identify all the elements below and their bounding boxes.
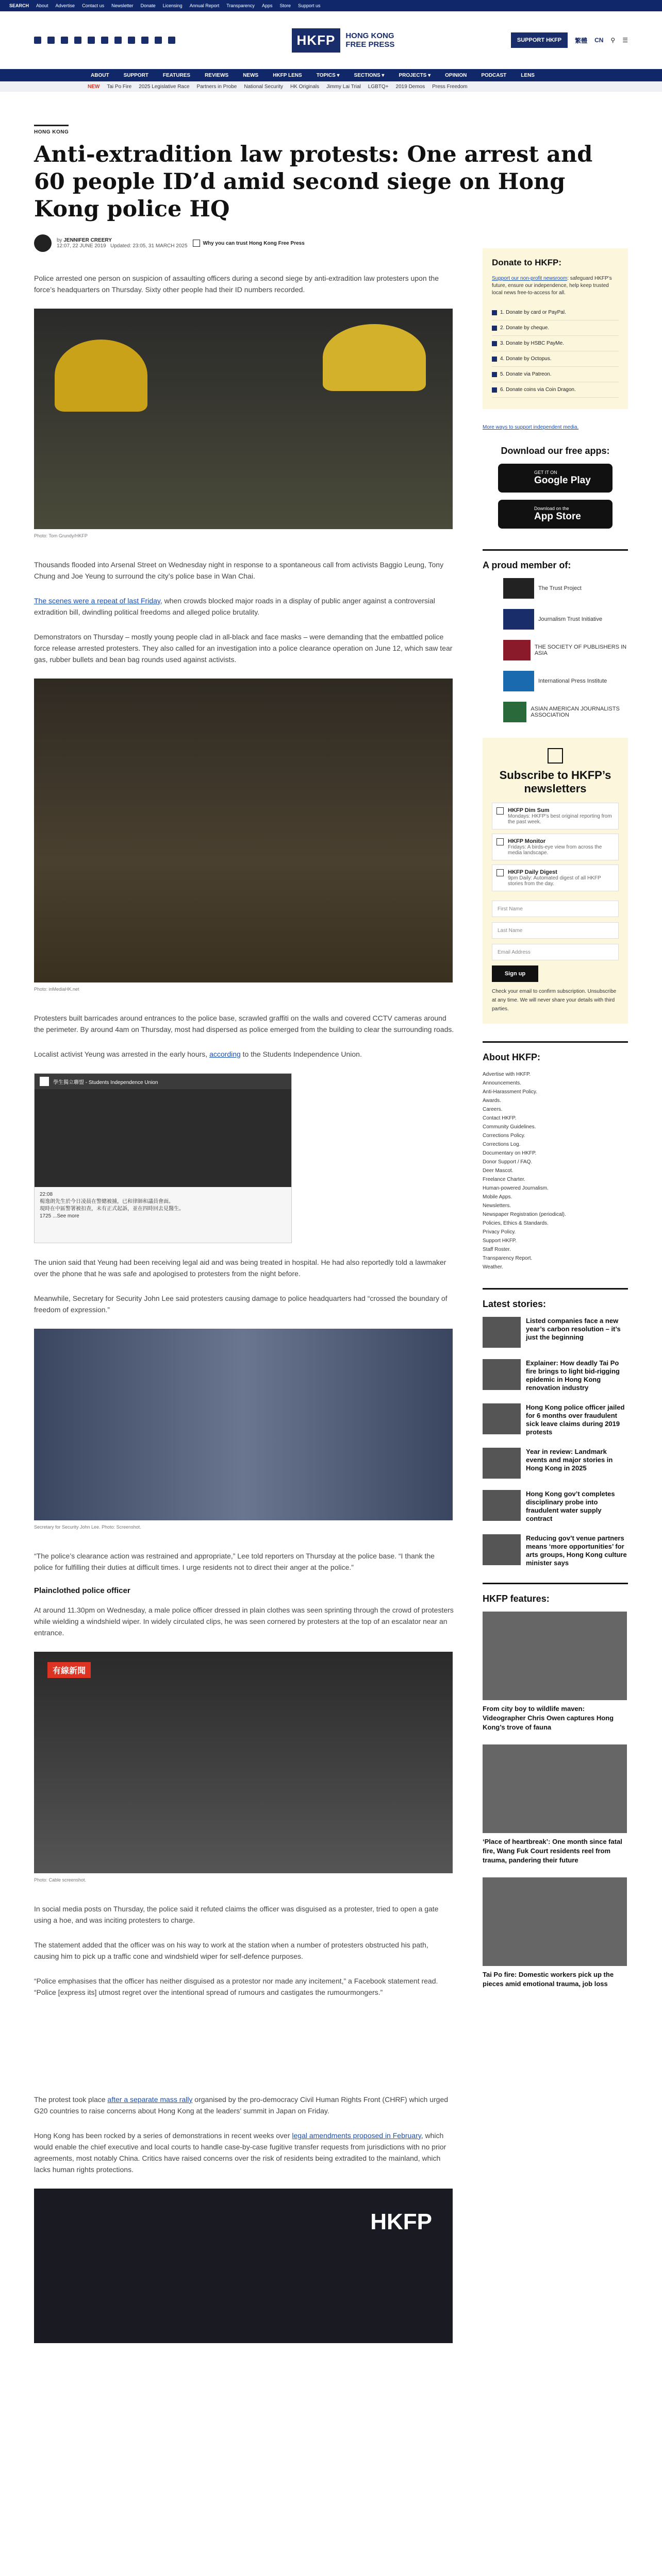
sidebar <box>483 125 628 2347</box>
utility-link[interactable]: Donate <box>140 3 156 8</box>
checkbox[interactable] <box>496 807 504 815</box>
article-title: Anti-extradition law protests: One arrest and 60 people ID’d amid second siege on Hong Kong police HQ <box>34 142 593 222</box>
utility-link[interactable]: Store <box>279 3 291 8</box>
arrow-icon <box>492 357 497 362</box>
promo-image: HKFP <box>34 2189 453 2343</box>
utility-link[interactable]: Annual Report <box>189 3 220 8</box>
nav-item[interactable]: LENS <box>521 72 535 78</box>
feature-story[interactable] <box>483 1744 628 1865</box>
about-link[interactable]: Careers. <box>483 1107 503 1112</box>
about-link[interactable]: Announcements. <box>483 1080 522 1086</box>
about-link[interactable]: Human-powered Journalism. <box>483 1185 549 1191</box>
latest-story[interactable] <box>483 1448 628 1479</box>
newsletter-desc: Fridays: A birds-eye view from across the media landscape. <box>508 844 602 856</box>
support-button[interactable]: SUPPORT HKFP <box>511 32 568 48</box>
feature-title: ‘Place of heartbreak’: One month since fatal fire, Wang Fuk Court residents reel from trauma, pandering their future <box>483 1838 622 1864</box>
story-title: Hong Kong gov’t completes disciplinary probe into fraudulent water supply contract <box>526 1490 615 1522</box>
trending-item[interactable]: HK Originals <box>290 83 320 90</box>
utility-link[interactable]: Newsletter <box>111 3 134 8</box>
signup-button[interactable]: Sign up <box>492 965 538 982</box>
email-input[interactable]: Email Address <box>492 944 619 960</box>
about-link[interactable]: Corrections Policy. <box>483 1133 525 1139</box>
paragraph: At around 11.30pm on Wednesday, a male police officer dressed in plain clothes was seen sprinting through the crowd of protesters while wielding a windshield wiper. In widely circulated clips, he was seen cornered by protesters at the top of an escalator near an entrance. <box>34 1606 454 1637</box>
telegram-icon[interactable] <box>128 37 135 44</box>
newsletter-name: HKFP Monitor <box>508 838 546 844</box>
newsletter-box <box>483 738 628 1024</box>
trending-item[interactable]: Tai Po Fire <box>107 83 132 90</box>
instagram-icon[interactable] <box>47 37 55 44</box>
member-logo-mark <box>503 640 531 660</box>
author-avatar <box>34 234 52 252</box>
story-thumbnail <box>483 1448 521 1479</box>
shield-icon <box>193 240 200 247</box>
about-link[interactable]: Freelance Charter. <box>483 1177 525 1182</box>
newsletter-option[interactable] <box>492 865 619 891</box>
donate-option[interactable] <box>492 320 619 336</box>
trending-item[interactable]: National Security <box>244 83 283 90</box>
about-link[interactable]: Community Guidelines. <box>483 1124 536 1130</box>
amendments-link[interactable]: legal amendments proposed in February <box>292 2131 421 2140</box>
nav-item[interactable]: HKFP LENS <box>273 72 302 78</box>
utility-link[interactable]: Licensing <box>162 3 183 8</box>
nav-item[interactable]: PODCAST <box>481 72 507 78</box>
about-link[interactable]: Advertise with HKFP. <box>483 1072 531 1077</box>
trending-nav <box>0 81 662 92</box>
member-logo[interactable] <box>483 578 628 599</box>
paragraph: The scenes were a repeat of last Friday, when crowds blocked major roads in a display of public anger against a controversial extradition bill, dwindling political freedoms and alleged police brutality. <box>34 597 435 616</box>
trending-item[interactable]: Jimmy Lai Trial <box>326 83 361 90</box>
lang-zh-link[interactable]: 繁體 <box>575 37 588 44</box>
nav-item[interactable]: PROJECTS ▾ <box>399 72 431 78</box>
story-title: Year in review: Landmark events and major stories in Hong Kong in 2025 <box>526 1448 613 1472</box>
latest-story[interactable] <box>483 1359 628 1392</box>
checkbox[interactable] <box>496 869 504 876</box>
about-link[interactable]: Corrections Log. <box>483 1142 521 1147</box>
checkbox[interactable] <box>496 838 504 845</box>
about-link[interactable]: Donor Support / FAQ. <box>483 1159 533 1165</box>
feature-image <box>483 1612 627 1700</box>
story-thumbnail <box>483 1490 521 1521</box>
section-label[interactable]: HONG KONG <box>34 125 69 135</box>
donate-link[interactable]: Support our non-profit newsroom <box>492 276 568 281</box>
photo-caption: Photo: inMediaHK.net <box>34 987 79 992</box>
new-badge: NEW <box>88 83 100 90</box>
about-link[interactable]: Weather. <box>483 1264 503 1270</box>
arrow-icon <box>492 310 497 315</box>
donate-box: Donate to HKFP: Support our non-profit newsroom: safeguard HKFP’s future, ensure our independence, help keep trusted local news free-to-access for all. 1. Donate by card or PayPal. 2. Donate by cheque. 3. Donate by HSBC PayMe. 4. Donate by Octopus. 5. Donate via Patreon. 6. Donate coins via Coin Dragon. <box>483 248 628 409</box>
member-logo[interactable] <box>483 640 628 660</box>
arrow-icon <box>492 372 497 377</box>
story-thumbnail <box>483 1317 521 1348</box>
newsletter-name: HKFP Dim Sum <box>508 807 550 814</box>
member-logo[interactable] <box>483 609 628 630</box>
about-link[interactable]: Mobile Apps. <box>483 1194 512 1200</box>
paragraph: The protest took place after a separate mass rally organised by the pro-democracy Civil Human Rights Front (CHRF) which urged G20 countries to raise concerns about Hong Kong at the leaders’ summit in Japan on Friday. <box>34 2095 449 2115</box>
utility-link[interactable]: Contact us <box>82 3 105 8</box>
donate-option[interactable] <box>492 382 619 398</box>
member-name: International Press Institute <box>538 678 607 684</box>
paragraph: Meanwhile, Secretary for Security John Lee said protesters causing damage to police headquarters had “crossed the boundary of freedom of expression.” <box>34 1294 448 1314</box>
about-link[interactable]: Policies, Ethics & Standards. <box>483 1221 549 1226</box>
paragraph: Protesters built barricades around entrances to the police base, scrawled graffiti on the walls and covered CCTV cameras around the perimeter. By around 4am on Thursday, most had dispersed as police emerged from the building to clear the surrounding roads. <box>34 1014 454 1033</box>
paragraph: Police arrested one person on suspicion of assaulting officers during a second siege by anti-extradition law protesters upon the force’s headquarters on Thursday. Sixty other people had their ID numbers recorded. <box>34 274 439 294</box>
donate-option-label: 2. Donate by cheque. <box>500 325 550 331</box>
member-logo[interactable] <box>483 671 628 691</box>
publish-date: 12:07, 22 JUNE 2019 <box>57 243 106 249</box>
donate-option[interactable] <box>492 305 619 320</box>
member-name: The Trust Project <box>538 585 582 591</box>
newsletter-name: HKFP Daily Digest <box>508 869 557 875</box>
linkedin-icon[interactable] <box>101 37 108 44</box>
latest-story[interactable] <box>483 1317 628 1348</box>
about-link[interactable]: Contact HKFP. <box>483 1115 517 1121</box>
story-title: Listed companies face a new year’s carbon resolution – it’s just the beginning <box>526 1317 621 1341</box>
feature-title: Tai Po fire: Domestic workers pick up the pieces amid emotional trauma, job loss <box>483 1971 614 1988</box>
more-ways-link[interactable]: More ways to support independent media. <box>483 425 579 430</box>
story-thumbnail <box>483 1359 521 1390</box>
nav-item[interactable]: ABOUT <box>91 72 109 78</box>
signup-note: Check your email to confirm subscription. Unsubscribe at any time. We will never share your details with third parties. <box>492 989 617 1012</box>
latest-story[interactable] <box>483 1490 628 1523</box>
paragraph: Thousands flooded into Arsenal Street on Wednesday night in response to a spontaneous call from activists Baggio Leung, Tony Chung and Joe Yeung to surround the city’s police base in Wan Chai. <box>34 561 444 580</box>
newsletter-option[interactable] <box>492 803 619 829</box>
embed-text: 22:08 楊逸朗先生於今日凌晨在警總被捕，已和律師和議員會面。 現時在中區警署被扣查，未有正式起訴，並在四時回去見醫生。 1725 ...See more <box>40 1192 184 1219</box>
donate-option-label: 5. Donate via Patreon. <box>500 371 552 377</box>
subheading: Plainclothed police officer <box>34 1586 130 1595</box>
email-icon[interactable] <box>168 37 175 44</box>
feature-story[interactable] <box>483 1877 628 1989</box>
member-name: Journalism Trust Initiative <box>538 616 603 622</box>
whatsapp-icon[interactable] <box>141 37 148 44</box>
youtube-icon[interactable] <box>88 37 95 44</box>
first-name-input[interactable]: First Name <box>492 901 619 917</box>
donate-title: Donate to HKFP: <box>492 258 562 267</box>
features-title: HKFP features: <box>483 1594 550 1604</box>
facebook-embed[interactable] <box>34 1073 292 1243</box>
trust-link[interactable]: Why you can trust Hong Kong Free Press <box>193 240 305 247</box>
embed-header: 學生獨立聯盟 - Students Independence Union <box>35 1074 291 1089</box>
utility-link[interactable]: Apps <box>261 3 273 8</box>
feature-image <box>483 1744 627 1833</box>
nav-item[interactable]: SECTIONS ▾ <box>354 72 385 78</box>
john-lee-photo <box>34 1329 453 1520</box>
nav-item[interactable]: SUPPORT <box>123 72 148 78</box>
trending-item[interactable]: 2019 Demos <box>395 83 425 90</box>
arrow-icon <box>492 326 497 331</box>
site-logo[interactable] <box>292 28 395 53</box>
app-store-button[interactable]: Download on the App Store <box>498 500 613 529</box>
trending-item[interactable]: 2025 Legislative Race <box>139 83 190 90</box>
logo-mark: HKFP <box>292 28 341 53</box>
latest-story[interactable] <box>483 1534 628 1567</box>
about-link[interactable]: Newspaper Registration (periodical). <box>483 1212 566 1217</box>
newsletter-desc: 9pm Daily: Automated digest of all HKFP stories from the day. <box>508 875 601 887</box>
member-logo-mark <box>503 578 534 599</box>
apps-title: Download our free apps: <box>501 446 610 456</box>
nav-item[interactable]: TOPICS ▾ <box>316 72 340 78</box>
trending-item[interactable]: LGBTQ+ <box>368 83 389 90</box>
cable-news-logo: 有線新聞 <box>47 1662 91 1678</box>
nav-item[interactable]: NEWS <box>243 72 259 78</box>
google-play-button[interactable]: GET IT ON Google Play <box>498 464 613 493</box>
member-logo-mark <box>503 702 526 722</box>
member-logo-mark <box>503 609 534 630</box>
story-thumbnail <box>483 1534 521 1565</box>
spotify-icon[interactable] <box>155 37 162 44</box>
donate-option-label: 3. Donate by HSBC PayMe. <box>500 341 564 346</box>
about-link[interactable]: Awards. <box>483 1098 501 1104</box>
nav-item[interactable]: REVIEWS <box>205 72 229 78</box>
arrow-icon <box>492 387 497 393</box>
page-avatar <box>40 1077 49 1086</box>
about-title: About HKFP: <box>483 1052 540 1062</box>
newsletter-desc: Mondays: HKFP’s best original reporting from the past week. <box>508 814 612 825</box>
site-header <box>0 11 662 69</box>
paragraph: Hong Kong has been rocked by a series of demonstrations in recent weeks over legal amendments proposed in February, which would enable the chief executive and local courts to handle case-by-case fugitive transfer requests from jurisdictions with no prior agreements, most notably China. Critics have raised concerns over the risk of residents being extradited to the mainland, which lacks human rights protections. <box>34 2131 446 2174</box>
donate-option[interactable] <box>492 367 619 382</box>
utility-link[interactable]: Transparency <box>226 3 255 8</box>
feature-image <box>483 1877 627 1966</box>
cable-screenshot-photo <box>34 1652 453 1873</box>
member-logo-mark <box>503 671 534 691</box>
about-link[interactable]: Documentary on HKFP. <box>483 1150 537 1156</box>
last-name-input[interactable]: Last Name <box>492 922 619 939</box>
about-link[interactable]: Deer Mascot. <box>483 1168 514 1174</box>
x-icon[interactable] <box>61 37 68 44</box>
utility-link[interactable]: Support us <box>297 3 321 8</box>
photo-caption: Secretary for Security John Lee. Photo: Screenshot. <box>34 1524 141 1530</box>
nav-item[interactable]: OPINION <box>445 72 467 78</box>
donate-option[interactable] <box>492 336 619 351</box>
latest-title: Latest stories: <box>483 1299 547 1309</box>
facebook-icon[interactable] <box>34 37 41 44</box>
trending-item[interactable]: Press Freedom <box>432 83 468 90</box>
story-title: Hong Kong police officer jailed for 6 months over fraudulent sick leave claims during 2019 protests <box>526 1403 625 1436</box>
paragraph: The statement added that the officer was on his way to work at the station when a number of protesters obstructed his path, causing him to pick up a traffic cone and windshield wiper for self-defence purposes. <box>34 1941 428 1960</box>
utility-links <box>36 3 320 8</box>
newsletter-option[interactable] <box>492 834 619 860</box>
logo-text: HONG KONG FREE PRESS <box>345 31 395 49</box>
donate-option-label: 6. Donate coins via Coin Dragon. <box>500 387 576 393</box>
paragraph: “The police’s clearance action was restrained and appropriate,” Lee told reporters on Thursday at the police base. “I thank the police for fulfilling their duties at difficult times. I urge residents not to direct their anger at the police.” <box>34 1552 435 1571</box>
protest-photo-umbrellas <box>34 309 453 529</box>
crowd-photo <box>34 679 453 982</box>
paragraph: The union said that Yeung had been receiving legal aid and was being treated in hospital. He had also reportedly told a lawmaker over the phone that he was safe and apologised to protesters from the night before. <box>34 1258 446 1278</box>
search-icon[interactable]: ⚲ <box>610 37 616 44</box>
rss-icon[interactable] <box>114 37 122 44</box>
according-link[interactable]: according <box>209 1050 241 1058</box>
story-title: Explainer: How deadly Tai Po fire brings to light bid-rigging epidemic in Hong Kong renovation industry <box>526 1359 620 1392</box>
author-name[interactable]: JENNIFER CREERY <box>63 238 112 243</box>
feature-title: From city boy to wildlife maven: Videographer Chris Owen captures Hong Kong’s trove of fauna <box>483 1705 614 1731</box>
utility-link[interactable]: Advertise <box>55 3 75 8</box>
embed-photo <box>35 1089 291 1187</box>
about-link[interactable]: Staff Roster. <box>483 1247 511 1252</box>
story-title: Reducing gov’t venue partners means ‘more opportunities’ for arts groups, Hong Kong culture minister says <box>526 1534 627 1567</box>
donate-option-label: 4. Donate by Octopus. <box>500 356 552 362</box>
latest-story[interactable] <box>483 1403 628 1436</box>
paragraph: “Police emphasises that the officer has neither disguised as a protestor nor made any incitement,” a Facebook statement read. “Police [express its] utmost regret over the intentional spread of rumours and castigates the rumourmongers.” <box>34 1977 438 1996</box>
photo-caption: Photo: Cable screenshot. <box>34 1877 87 1883</box>
newsletter-title: Subscribe to HKFP’s newsletters <box>499 769 611 795</box>
updated-date: Updated: 23:05, 31 MARCH 2025 <box>110 243 188 249</box>
search-link[interactable]: SEARCH <box>9 3 29 8</box>
trending-item[interactable]: Partners in Probe <box>196 83 237 90</box>
menu-icon[interactable]: ☰ <box>622 37 628 44</box>
mass-rally-link[interactable]: after a separate mass rally <box>107 2095 193 2104</box>
paragraph: Localist activist Yeung was arrested in the early hours, according to the Students Independence Union. <box>34 1050 362 1058</box>
donate-option-label: 1. Donate by card or PayPal. <box>500 310 566 315</box>
utility-link[interactable]: About <box>36 3 48 8</box>
about-link[interactable]: Privacy Policy. <box>483 1229 516 1235</box>
nav-item[interactable]: FEATURES <box>162 72 191 78</box>
photo-caption: Photo: Tom Grundy/HKFP <box>34 533 88 538</box>
arrow-icon <box>492 341 497 346</box>
story-thumbnail <box>483 1403 521 1434</box>
member-logo[interactable] <box>483 702 628 722</box>
member-name: ASIAN AMERICAN JOURNALISTS ASSOCIATION <box>531 706 620 718</box>
paragraph: In social media posts on Thursday, the police said it refuted claims the officer was disguised as a protester, tried to open a gate using a hoe, and was inciting protesters to charge. <box>34 1905 439 1924</box>
social-icons <box>34 37 175 44</box>
byline: by JENNIFER CREERY 12:07, 22 JUNE 2019 Updated: 23:05, 31 MARCH 2025 Why you can trust Hong Kong Free Press <box>34 234 455 252</box>
lang-cn-link[interactable]: CN <box>594 37 604 44</box>
threads-icon[interactable] <box>74 37 81 44</box>
about-link[interactable]: Anti-Harassment Policy. <box>483 1089 537 1095</box>
paragraph: Demonstrators on Thursday – mostly young people clad in all-black and face masks – were demanding that the embattled police force release arrested protesters. They also called for an investigation into a police clearance operation on June 12, which saw tear gas, rubber bullets and bean bag rounds used against activists. <box>34 633 453 664</box>
feature-story[interactable] <box>483 1612 628 1732</box>
repeat-link[interactable]: The scenes were a repeat of last Friday <box>34 597 160 605</box>
member-name: THE SOCIETY OF PUBLISHERS IN ASIA <box>534 644 627 656</box>
donate-option[interactable] <box>492 351 619 367</box>
about-link[interactable]: Newsletters. <box>483 1203 511 1209</box>
about-link[interactable]: Support HKFP. <box>483 1238 517 1244</box>
main-nav <box>0 69 662 81</box>
mail-icon <box>548 748 563 764</box>
top-utility-bar <box>0 0 662 11</box>
about-link[interactable]: Transparency Report. <box>483 1256 533 1261</box>
member-title: A proud member of: <box>483 560 571 570</box>
